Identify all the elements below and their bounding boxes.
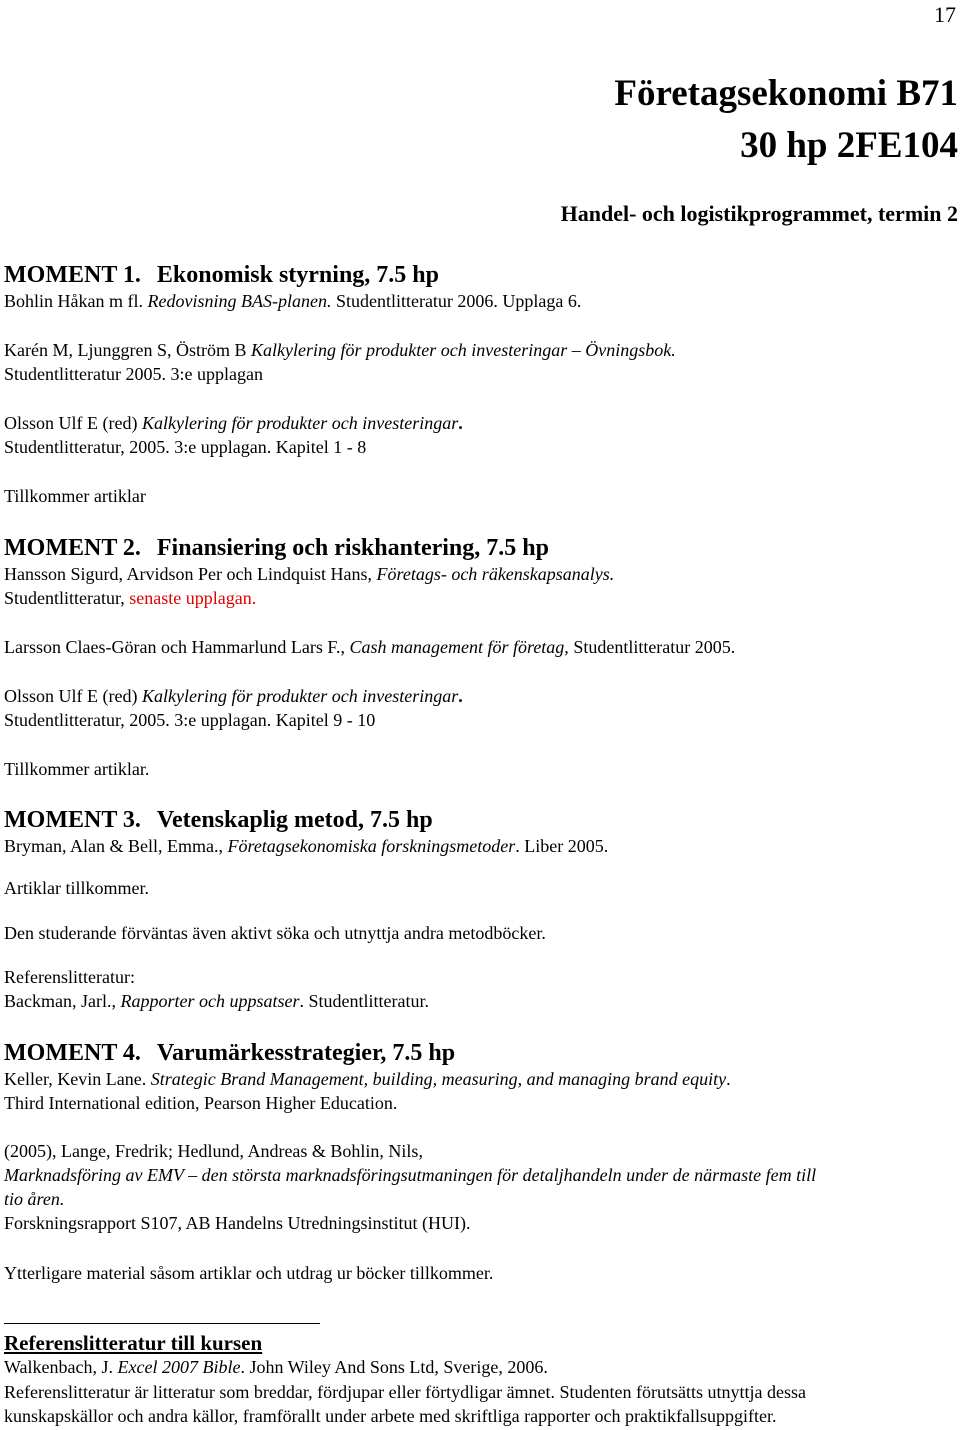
note-line: Tillkommer artiklar: [4, 486, 146, 506]
moment-title: Varumärkesstrategier, 7.5 hp: [156, 1040, 456, 1066]
moment-title: Vetenskaplig metod, 7.5 hp: [156, 807, 433, 833]
reference-description: Referenslitteratur är litteratur som breddar, fördjupar eller förtydligar ämnet. Studenten förutsätts utnyttja dessa: [4, 1382, 807, 1402]
reference-line: tio åren.: [4, 1189, 65, 1209]
reference-line: Larsson Claes-Göran och Hammarlund Lars F., Cash management för företag, Studentlitteratur 2005.: [4, 637, 736, 657]
reference-line: Bohlin Håkan m fl. Redovisning BAS-planen. Studentlitteratur 2006. Upplaga 6.: [4, 291, 582, 311]
course-code: 30 hp 2FE104: [740, 125, 958, 166]
reference-line: Studentlitteratur, 2005. 3:e upplagan. Kapitel 1 - 8: [4, 437, 367, 457]
note-line: Tillkommer artiklar.: [4, 759, 150, 779]
reference-line: Studentlitteratur, senaste upplagan.: [4, 588, 257, 608]
divider: [4, 1323, 320, 1324]
reference-subheading: Referenslitteratur:: [4, 967, 135, 987]
moment-label: MOMENT 2.: [4, 535, 141, 561]
moment-3-heading: [4, 805, 433, 835]
reference-line: Olsson Ulf E (red) Kalkylering för produkter och investeringar.: [4, 686, 463, 706]
moment-1-heading: [4, 260, 439, 290]
edition-note: senaste upplagan.: [129, 588, 257, 608]
reference-line: Walkenbach, J. Excel 2007 Bible. John Wiley And Sons Ltd, Sverige, 2006.: [4, 1357, 548, 1377]
course-title: Företagsekonomi B71: [614, 73, 958, 114]
reference-line: Studentlitteratur 2005. 3:e upplagan: [4, 364, 263, 384]
reference-line: Hansson Sigurd, Arvidson Per och Lindquist Hans, Företags- och räkenskapsanalys.: [4, 564, 615, 584]
note-line: Den studerande förväntas även aktivt söka och utnyttja andra metodböcker.: [4, 923, 546, 943]
reference-line: Bryman, Alan & Bell, Emma., Företagsekonomiska forskningsmetoder. Liber 2005.: [4, 836, 609, 856]
reference-line: Forskningsrapport S107, AB Handelns Utredningsinstitut (HUI).: [4, 1213, 471, 1233]
moment-title: Ekonomisk styrning, 7.5 hp: [156, 262, 439, 288]
program-name: Handel- och logistikprogrammet, termin 2: [560, 201, 958, 226]
note-line: Artiklar tillkommer.: [4, 878, 149, 898]
reference-line: Karén M, Ljunggren S, Öström B Kalkylering för produkter och investeringar – Övningsbok.: [4, 340, 676, 360]
moment-label: MOMENT 4.: [4, 1040, 141, 1066]
moment-title: Finansiering och riskhantering, 7.5 hp: [156, 535, 549, 561]
reference-line: Marknadsföring av EMV – den största marknadsföringsutmaningen för detaljhandeln under de närmaste fem till: [4, 1165, 817, 1185]
reference-line: Studentlitteratur, 2005. 3:e upplagan. Kapitel 9 - 10: [4, 710, 376, 730]
reference-line: Third International edition, Pearson Higher Education.: [4, 1093, 398, 1113]
page-number: 17: [934, 2, 956, 27]
reference-line: Keller, Kevin Lane. Strategic Brand Management, building, measuring, and managing brand equity.: [4, 1069, 731, 1089]
reference-description: kunskapskällor och andra källor, framförallt under arbete med skriftliga rapporter och praktikfallsuppgifter.: [4, 1406, 777, 1426]
reference-line: Olsson Ulf E (red) Kalkylering för produkter och investeringar.: [4, 413, 463, 433]
reference-line: Backman, Jarl., Rapporter och uppsatser. Studentlitteratur.: [4, 991, 429, 1011]
moment-4-heading: [4, 1038, 455, 1068]
moment-label: MOMENT 1.: [4, 262, 141, 288]
moment-2-heading: [4, 533, 549, 563]
reference-line: (2005), Lange, Fredrik; Hedlund, Andreas & Bohlin, Nils,: [4, 1141, 423, 1161]
moment-label: MOMENT 3.: [4, 807, 141, 833]
reference-heading: Referenslitteratur till kursen: [4, 1331, 263, 1355]
note-line: Ytterligare material såsom artiklar och utdrag ur böcker tillkommer.: [4, 1263, 494, 1283]
